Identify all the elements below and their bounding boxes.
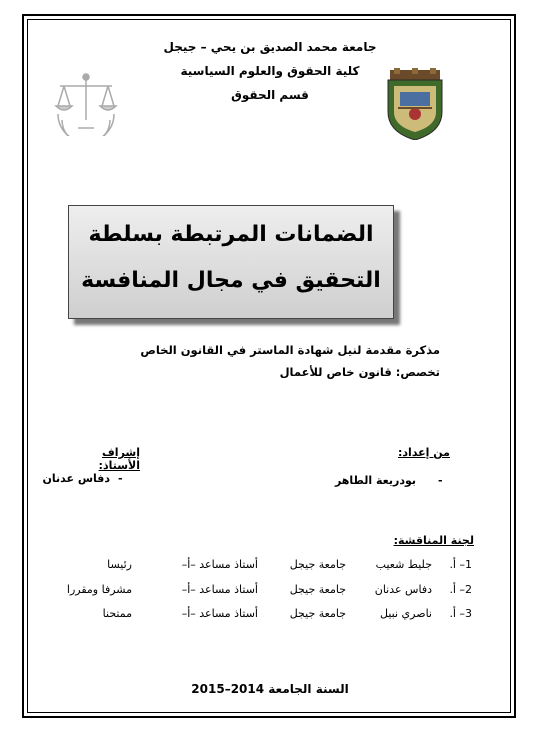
committee-rank: أستاذ مساعد –أ–	[181, 558, 258, 571]
university-name: جامعة محمد الصديق بن يحي – جيجل	[163, 40, 377, 54]
supervisor-label: إشراف الأستاذ:	[98, 446, 140, 472]
prepared-by-label: من إعداد:	[398, 446, 450, 459]
scales-of-justice-logo	[52, 70, 120, 136]
supervisor-dash: -	[118, 472, 123, 485]
committee-number: 2– أ.	[449, 583, 472, 596]
academic-year: السنة الجامعة 2014–2015	[191, 682, 349, 696]
prepared-by-name: بودريعة الطاهر	[334, 474, 416, 487]
committee-university: جامعة جيجل	[289, 558, 346, 571]
committee-label: لجنة المناقشة:	[393, 534, 474, 547]
committee-rank: أستاذ مساعد –أ–	[181, 607, 258, 620]
thesis-purpose: مذكرة مقدمة لنيل شهادة الماستر في القانون الخاص	[140, 343, 440, 357]
university-crest-logo	[384, 68, 446, 140]
faculty-name: كلية الحقوق والعلوم السياسية	[180, 64, 360, 78]
committee-name: دفاس عدنان	[374, 583, 432, 596]
department-name: قسم الحقوق	[231, 88, 309, 102]
committee-role: مشرفا ومقررا	[66, 583, 132, 596]
thesis-title-line-1: الضمانات المرتبطة بسلطة	[88, 222, 374, 247]
committee-university: جامعة جيجل	[289, 583, 346, 596]
thesis-title-box	[68, 205, 394, 319]
prepared-by-dash: -	[438, 474, 443, 487]
thesis-title-line-2: التحقيق في مجال المنافسة	[81, 268, 381, 293]
committee-rank: أستاذ مساعد –أ–	[181, 583, 258, 596]
committee-name: جليط شعيب	[375, 558, 432, 571]
supervisor-name: دفاس عدنان	[42, 472, 110, 485]
thesis-specialization: تخصص: قانون خاص للأعمال	[279, 365, 440, 379]
committee-role: رئيسا	[107, 558, 132, 571]
committee-number: 1– أ.	[449, 558, 472, 571]
committee-name: ناصري نبيل	[380, 607, 432, 620]
committee-number: 3– أ.	[449, 607, 472, 620]
committee-role: ممتحنا	[102, 607, 132, 620]
committee-university: جامعة جيجل	[289, 607, 346, 620]
